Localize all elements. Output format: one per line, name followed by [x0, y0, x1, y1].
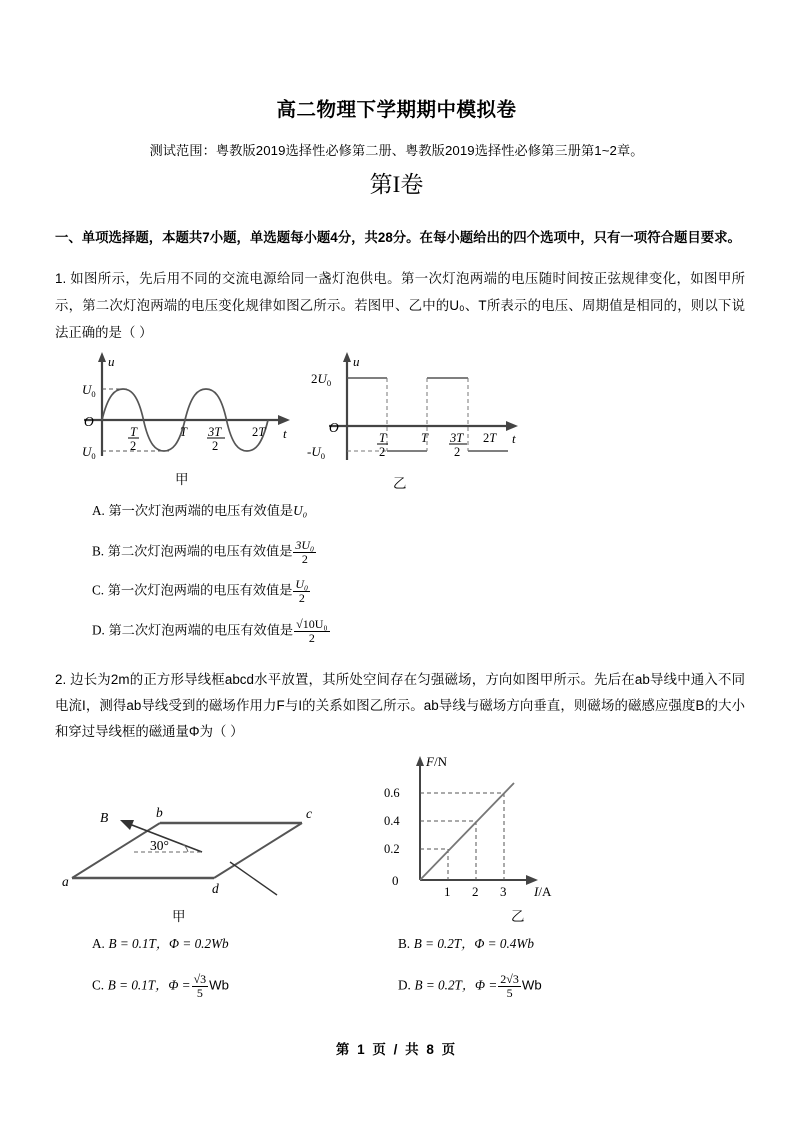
- question-1-option-b[interactable]: [92, 539, 317, 565]
- figure-1-jia-sine-graph: [62, 348, 312, 473]
- question-2-body: 边长为2m的正方形导线框abcd水平放置，其所处空间存在匀强磁场，方向如图甲所示。先后在ab导线中通入不同电流I，测得ab导线受到的磁场作用力F与I的关系如图乙所示。ab导线与磁场方向垂直，则磁场的磁感应强度B的大小和穿过导线框的磁通量Φ为（ ）: [55, 672, 745, 739]
- question-2-option-c[interactable]: [92, 973, 229, 999]
- question-2-option-b[interactable]: [398, 933, 534, 952]
- q2-option-c-label: C.: [92, 977, 105, 993]
- q2-option-d-fraction: [498, 973, 521, 999]
- figure-2-yi-caption: 乙: [511, 909, 525, 924]
- option-c-numerator: U₀: [295, 577, 309, 591]
- option-b-text: 第二次灯泡两端的电压有效值是: [107, 543, 293, 559]
- q2-option-c-text: B = 0.1T，Φ =: [107, 977, 191, 993]
- svg-text:2: 2: [212, 439, 219, 453]
- svg-text:2: 2: [472, 884, 479, 899]
- svg-text:u: u: [353, 354, 360, 369]
- svg-text:u: u: [108, 354, 115, 369]
- svg-text:U0: $U_0$: [82, 444, 96, 461]
- svg-text:2: 2: [130, 439, 137, 453]
- q2-option-c-fraction: [192, 973, 209, 999]
- svg-text:3T: 3T: [450, 431, 464, 445]
- q2-option-d-label: D.: [398, 977, 411, 993]
- svg-text:0.4: 0.4: [384, 814, 400, 828]
- q2-option-a-text: B = 0.1T，Φ = 0.2Wb: [108, 936, 229, 951]
- q2-option-a-label: A.: [92, 936, 105, 951]
- option-c-label: C.: [92, 582, 105, 598]
- q2-option-b-label: B.: [398, 936, 411, 951]
- svg-text:a: a: [62, 874, 69, 889]
- svg-text:2T: 2T: [483, 431, 497, 445]
- svg-text:2T: 2T: [252, 425, 266, 439]
- svg-text:3T: 3T: [208, 425, 222, 439]
- question-1-body: 如图所示，先后用不同的交流电源给同一盏灯泡供电。第一次灯泡两端的电压随时间按正弦规律变化，如图甲所示，第二次灯泡两端的电压变化规律如图乙所示。若图甲、乙中的U₀、T所表示的电压、周期值是相同的，则以下说法正确的是（ ）: [55, 271, 745, 340]
- option-d-label: D.: [92, 622, 105, 638]
- paper-part-heading: 第I卷: [369, 172, 424, 197]
- option-d-text: 第二次灯泡两端的电压有效值是: [108, 622, 294, 638]
- question-1-number: 1.: [55, 271, 67, 286]
- svg-text:0.6: 0.6: [384, 786, 400, 800]
- question-2-option-d[interactable]: [398, 973, 542, 999]
- page-title: 高二物理下学期期中模拟卷: [276, 99, 517, 121]
- svg-text:1: 1: [444, 884, 451, 899]
- q2-option-c-denominator: 5: [196, 985, 203, 1000]
- test-scope-subtitle: 测试范围：粤教版2019选择性必修第二册、粤教版2019选择性必修第三册第1~2章。: [149, 143, 644, 158]
- figure-1-jia-caption: 甲: [175, 472, 189, 487]
- q2-option-d-unit: Wb: [521, 977, 542, 993]
- svg-text:0: 0: [392, 873, 399, 888]
- svg-text:2: 2: [454, 445, 461, 459]
- svg-text:d: d: [212, 881, 219, 896]
- question-1-text: [55, 265, 745, 346]
- svg-text:I/A: I/A: [534, 884, 552, 899]
- q2-option-d-denominator: 5: [506, 985, 513, 1000]
- question-1-option-a[interactable]: [92, 500, 307, 519]
- option-c-denominator: 2: [298, 590, 305, 605]
- svg-text:2U0: $2U_0$: [311, 371, 332, 388]
- option-a-value: U₀: [293, 503, 308, 518]
- question-2-number: 2.: [55, 672, 67, 687]
- svg-text:30°: 30°: [150, 838, 169, 853]
- figure-2-jia-caption: 甲: [172, 909, 186, 924]
- svg-text:O: O: [329, 420, 339, 435]
- svg-text:3: 3: [500, 884, 507, 899]
- figure-2-jia-loop-diagram: [62, 790, 362, 913]
- option-b-denominator: 2: [301, 551, 308, 566]
- page-footer: 第 1 页 / 共 8 页: [335, 1042, 458, 1057]
- figure-1-yi-square-graph: [305, 348, 555, 478]
- figure-2-yi-force-current-chart: [378, 752, 628, 907]
- question-2-option-a[interactable]: [92, 933, 229, 952]
- svg-text:t: t: [283, 426, 287, 441]
- svg-text:2: 2: [379, 445, 386, 459]
- q2-option-d-text: B = 0.2T，Φ =: [414, 977, 498, 993]
- option-b-fraction: [293, 539, 316, 565]
- svg-text:T: T: [130, 425, 137, 439]
- svg-text:0.2: 0.2: [384, 842, 400, 856]
- svg-text:B: B: [100, 810, 109, 825]
- option-d-numerator: √10U₀: [296, 617, 328, 631]
- option-c-text: 第一次灯泡两端的电压有效值是: [107, 582, 293, 598]
- question-1-option-c[interactable]: [92, 578, 311, 604]
- svg-text:F/N: F/N: [426, 754, 447, 769]
- option-b-label: B.: [92, 543, 105, 559]
- svg-text:c: c: [306, 806, 312, 821]
- svg-text:O: O: [84, 414, 94, 429]
- option-d-denominator: 2: [308, 630, 315, 645]
- svg-text:T: T: [421, 431, 428, 445]
- q2-option-d-numerator: 2√3: [500, 972, 519, 986]
- q2-option-b-text: B = 0.2T，Φ = 0.4Wb: [413, 936, 534, 951]
- option-b-numerator: 3U₀: [295, 538, 315, 552]
- option-c-fraction: [293, 578, 310, 604]
- question-1-option-d[interactable]: [92, 618, 331, 644]
- svg-text:T: T: [379, 431, 386, 445]
- section-heading: 一、单项选择题，本题共7小题，单选题每小题4分，共28分。在每小题给出的四个选项中，只有一项符合题目要求。: [55, 230, 741, 245]
- q2-option-c-unit: Wb: [209, 977, 229, 993]
- q2-option-c-numerator: √3: [193, 972, 207, 986]
- option-a-text: 第一次灯泡两端的电压有效值是: [108, 503, 294, 518]
- option-d-fraction: [294, 618, 329, 644]
- question-2-text: [55, 667, 745, 745]
- svg-text:T: T: [180, 425, 187, 439]
- svg-text:t: t: [512, 431, 516, 446]
- svg-text:-U0: $-U_0$: [307, 444, 325, 461]
- option-a-label: A.: [92, 503, 105, 518]
- figure-1-yi-caption: 乙: [393, 476, 407, 491]
- svg-text:U0: $U_0$: [82, 382, 96, 399]
- svg-text:b: b: [156, 805, 163, 820]
